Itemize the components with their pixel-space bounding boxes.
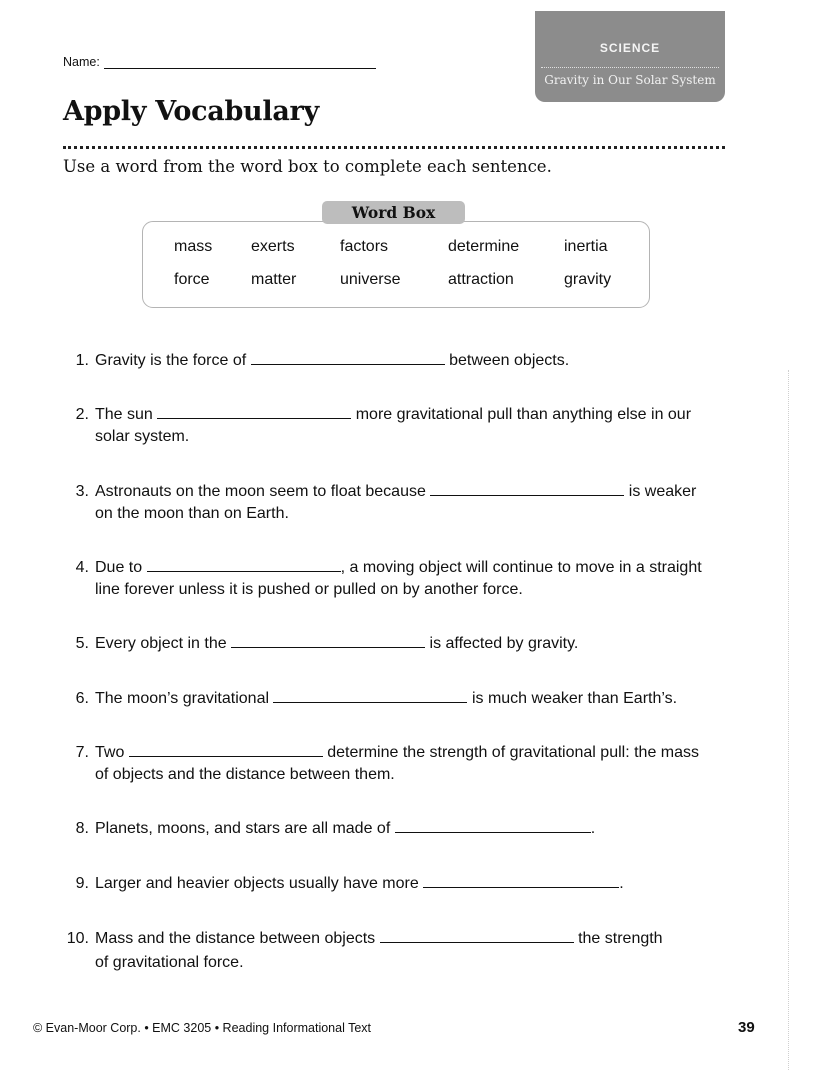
question-text: Mass and the distance between objects [95,930,376,947]
question-line [95,404,691,426]
question-line [95,952,244,974]
tab-divider [541,67,719,68]
question-number: 9. [75,875,89,892]
question-number: 3. [75,483,89,500]
word-box-label: Word Box [322,201,465,224]
question-text: Planets, moons, and stars are all made of [95,820,391,837]
question-text: is much weaker than Earth’s. [471,690,678,707]
question-line [95,633,578,655]
page-title: Apply Vocabulary [63,96,319,127]
question-text: on the moon than on Earth. [95,505,289,522]
question-text: . [619,875,624,892]
name-label: Name: [63,55,100,69]
question-line [95,481,696,503]
answer-blank[interactable] [157,404,351,419]
question-line [95,742,699,764]
footer-credit: © Evan-Moor Corp. • EMC 3205 • Reading Informational Text [33,1021,372,1035]
question-text: , a moving object will continue to move in a straight [340,559,702,576]
question-line [95,688,677,710]
answer-blank[interactable] [430,481,624,496]
question-text: solar system. [95,428,190,445]
question-line [95,818,595,840]
word-box-item: determine [448,238,520,255]
topic-label: Gravity in Our Solar System [544,73,716,87]
word-box-item: gravity [564,271,612,288]
question-line [95,928,663,950]
question-number: 5. [75,635,89,652]
word-box-item: attraction [448,271,514,288]
question-text: Larger and heavier objects usually have more [95,875,419,892]
question-text: the strength [578,930,663,947]
question-text: is weaker [628,483,697,500]
question-line [95,764,395,786]
question-text: Astronauts on the moon seem to float because [95,483,426,500]
question-text: is affected by gravity. [429,635,579,652]
question-number: 1. [75,352,89,369]
question-text: Every object in the [95,635,227,652]
word-box-item: force [174,271,210,288]
page-number: 39 [738,1019,755,1036]
question-line [95,873,624,895]
question-number: 8. [75,820,89,837]
question-number: 2. [75,406,89,423]
word-box-item: mass [174,238,213,255]
directions: Use a word from the word box to complete each sentence. [63,157,552,176]
name-blank-line[interactable] [104,56,376,69]
question-number: 6. [75,690,89,707]
word-box-item: factors [340,238,389,255]
page-edge-divider [788,370,789,1070]
question-line [95,503,289,525]
question-text: line forever unless it is pushed or pulled on by another force. [95,581,523,598]
question-text: determine the strength of gravitational pull: the mass [327,744,700,761]
dotted-divider [63,146,725,149]
question-text: . [590,820,596,837]
word-box-item: matter [251,271,297,288]
question-text: Gravity is the force of [95,352,247,369]
subject-label: SCIENCE [599,41,661,55]
question-text: The moon’s gravitational [95,690,270,707]
question-number: 7. [75,744,89,761]
question-text: Two [95,744,125,761]
question-text: of objects and the distance between them. [95,766,395,783]
question-number: 4. [75,559,89,576]
name-field [63,55,376,69]
answer-blank[interactable] [231,633,425,648]
question-text: more gravitational pull than anything else in our [355,406,692,423]
word-box [142,221,650,308]
word-box-item: exerts [251,238,295,255]
question-line [95,579,523,601]
question-line [95,426,189,448]
question-text: between objects. [449,352,570,369]
question-text: of gravitational force. [95,954,244,971]
question-line [95,557,702,579]
word-box-item: inertia [564,238,608,255]
answer-blank[interactable] [147,557,341,572]
answer-blank[interactable] [251,350,445,365]
question-number: 10. [66,930,89,947]
subject-tab [535,11,725,102]
answer-blank[interactable] [380,928,574,943]
answer-blank[interactable] [395,818,591,833]
answer-blank[interactable] [423,873,619,888]
answer-blank[interactable] [129,742,323,757]
question-text: Due to [95,559,143,576]
answer-blank[interactable] [273,688,467,703]
word-box-item: universe [340,271,401,288]
question-line [95,350,569,372]
question-text: The sun [95,406,153,423]
